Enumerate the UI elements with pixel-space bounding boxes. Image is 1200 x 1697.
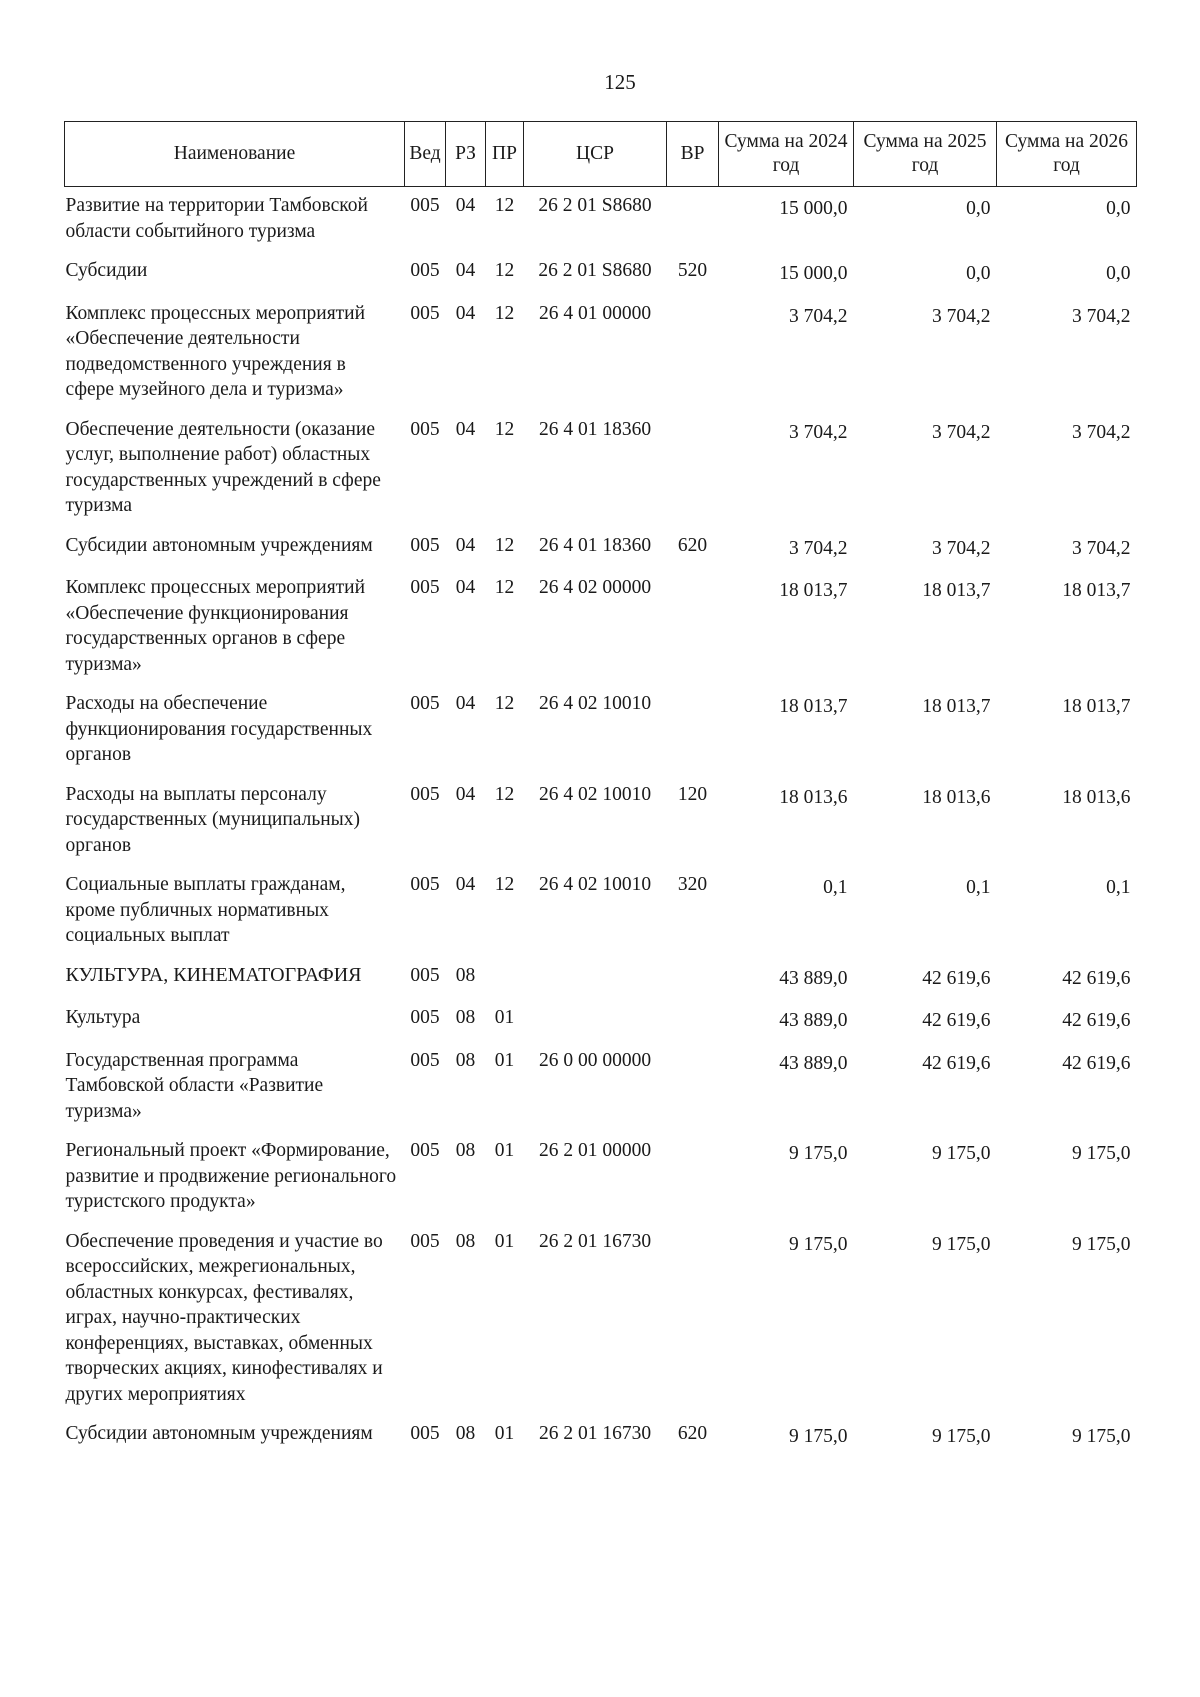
row-pr: 12	[494, 534, 515, 556]
row-sum-2024: 3 704,2	[789, 537, 848, 559]
row-rz: 04	[455, 195, 476, 216]
row-pr: 12	[494, 302, 515, 324]
table-body	[65, 187, 1137, 1458]
row-ved: 005	[410, 783, 440, 805]
row-csr: 26 2 01 00000	[538, 1140, 652, 1161]
row-ved: 005	[410, 874, 440, 895]
row-pr: 01	[494, 1049, 515, 1071]
row-vr	[667, 1223, 719, 1416]
row-pr: 12	[494, 260, 515, 281]
row-sum-2025: 0,1	[966, 877, 991, 898]
row-vr: 620	[677, 1423, 708, 1444]
row-sum-2024: 18 013,7	[779, 696, 848, 717]
header-csr: ЦСР	[524, 122, 667, 187]
budget-table	[64, 121, 1137, 1458]
row-sum-2024: 9 175,0	[789, 1143, 848, 1164]
table-row	[65, 569, 1137, 685]
row-pr: 01	[494, 1007, 515, 1028]
row-csr	[524, 999, 667, 1042]
row-sum-2026: 3 704,2	[1072, 305, 1131, 327]
row-vr	[667, 411, 719, 527]
row-sum-2025: 0,0	[966, 263, 991, 284]
row-sum-2025: 3 704,2	[932, 421, 991, 443]
row-sum-2024: 9 175,0	[789, 1233, 848, 1255]
row-ved: 005	[410, 1140, 440, 1161]
row-pr: 12	[494, 195, 515, 216]
row-name: Государственная программа Тамбовской области «Развитие туризма»	[65, 1049, 324, 1122]
row-sum-2026: 18 013,7	[1062, 580, 1131, 601]
row-rz: 04	[455, 418, 476, 440]
header-sum-2024: Сумма на 2024 год	[719, 122, 854, 187]
row-rz: 04	[455, 783, 476, 805]
row-pr: 12	[494, 783, 515, 805]
row-name: Расходы на выплаты персоналу государственных (муниципальных) органов	[65, 783, 361, 856]
row-sum-2024: 3 704,2	[789, 421, 848, 443]
row-sum-2026: 42 619,6	[1062, 1052, 1131, 1074]
row-ved: 005	[410, 195, 440, 216]
row-pr	[486, 957, 524, 1000]
row-rz: 08	[455, 964, 476, 986]
row-ved: 005	[410, 1230, 440, 1252]
row-csr: 26 4 01 18360	[538, 534, 652, 556]
header-pr: ПР	[486, 122, 524, 187]
row-name: Субсидии автономным учреждениям	[65, 534, 373, 556]
header-sum-2026: Сумма на 2026 год	[997, 122, 1137, 187]
row-sum-2024: 15 000,0	[779, 263, 848, 284]
row-sum-2026: 3 704,2	[1072, 537, 1131, 559]
row-sum-2025: 9 175,0	[932, 1143, 991, 1164]
row-rz: 08	[455, 1140, 476, 1161]
row-ved: 005	[410, 260, 440, 281]
row-pr: 12	[494, 874, 515, 895]
row-sum-2024: 18 013,6	[779, 786, 848, 808]
row-name: Социальные выплаты гражданам, кроме публичных нормативных социальных выплат	[65, 874, 346, 946]
row-csr: 26 0 00 00000	[538, 1049, 652, 1071]
row-ved: 005	[410, 1423, 440, 1444]
row-name: Обеспечение деятельности (оказание услуг, выполнение работ) областных государственных учреждений в сфере туризма	[65, 418, 381, 516]
row-ved: 005	[410, 577, 440, 598]
row-pr: 12	[494, 693, 515, 714]
row-rz: 08	[455, 1423, 476, 1444]
row-sum-2024: 15 000,0	[779, 198, 848, 219]
row-sum-2025: 3 704,2	[932, 537, 991, 559]
row-sum-2026: 3 704,2	[1072, 421, 1131, 443]
row-csr: 26 4 02 00000	[538, 577, 652, 598]
row-sum-2026: 0,0	[1106, 263, 1131, 284]
row-pr: 01	[494, 1140, 515, 1161]
row-rz: 04	[455, 577, 476, 598]
row-csr: 26 4 01 18360	[538, 418, 652, 440]
row-sum-2026: 0,1	[1106, 877, 1131, 898]
row-pr: 01	[494, 1230, 515, 1252]
row-ved: 005	[410, 1049, 440, 1071]
row-pr: 01	[494, 1423, 515, 1444]
table-row	[65, 252, 1137, 295]
table-row	[65, 1132, 1137, 1223]
row-rz: 04	[455, 534, 476, 556]
row-sum-2026: 9 175,0	[1072, 1426, 1131, 1447]
row-csr: 26 4 02 10010	[538, 874, 652, 895]
table-row	[65, 685, 1137, 776]
table-row	[65, 187, 1137, 253]
row-sum-2026: 18 013,6	[1062, 786, 1131, 808]
row-sum-2025: 9 175,0	[932, 1233, 991, 1255]
row-vr	[667, 295, 719, 411]
row-vr: 320	[677, 874, 708, 895]
row-vr	[667, 1042, 719, 1133]
table-row	[65, 527, 1137, 570]
table-row	[65, 1223, 1137, 1416]
row-sum-2024: 43 889,0	[779, 967, 848, 989]
row-rz: 04	[455, 260, 476, 281]
row-vr	[667, 685, 719, 776]
row-csr: 26 2 01 16730	[538, 1230, 652, 1252]
header-name: Наименование	[65, 122, 405, 187]
row-sum-2025: 18 013,7	[922, 696, 991, 717]
row-name: Субсидии автономным учреждениям	[65, 1423, 373, 1444]
row-ved: 005	[410, 964, 440, 986]
row-rz: 04	[455, 693, 476, 714]
row-sum-2024: 43 889,0	[779, 1010, 848, 1031]
table-row	[65, 776, 1137, 867]
row-sum-2025: 18 013,6	[922, 786, 991, 808]
row-rz: 04	[455, 874, 476, 895]
row-vr	[667, 957, 719, 1000]
row-sum-2025: 9 175,0	[932, 1426, 991, 1447]
row-pr: 12	[494, 418, 515, 440]
row-sum-2026: 9 175,0	[1072, 1143, 1131, 1164]
table-row	[65, 295, 1137, 411]
row-rz: 08	[455, 1007, 476, 1028]
row-name: КУЛЬТУРА, КИНЕМАТОГРАФИЯ	[65, 963, 362, 986]
row-vr: 620	[677, 534, 708, 556]
row-vr	[667, 1132, 719, 1223]
row-sum-2025: 0,0	[966, 198, 991, 219]
table-row	[65, 957, 1137, 1000]
row-sum-2025: 42 619,6	[922, 1052, 991, 1074]
row-sum-2025: 3 704,2	[932, 305, 991, 327]
table-row	[65, 1042, 1137, 1133]
row-csr: 26 4 01 00000	[538, 302, 652, 324]
row-name: Комплекс процессных мероприятий «Обеспечение функционирования государственных органов в сфере туризма»	[65, 577, 366, 675]
row-csr: 26 2 01 S8680	[538, 260, 652, 281]
row-csr: 26 2 01 S8680	[538, 195, 652, 216]
row-vr	[667, 187, 719, 253]
row-sum-2026: 42 619,6	[1062, 967, 1131, 989]
row-csr: 26 2 01 16730	[538, 1423, 652, 1444]
header-sum-2025: Сумма на 2025 год	[854, 122, 997, 187]
row-vr	[667, 999, 719, 1042]
row-rz: 08	[455, 1049, 476, 1071]
row-rz: 04	[455, 302, 476, 324]
table-header-row	[65, 122, 1137, 187]
row-sum-2025: 42 619,6	[922, 1010, 991, 1031]
row-vr	[667, 569, 719, 685]
row-ved: 005	[410, 302, 440, 324]
row-sum-2026: 18 013,7	[1062, 696, 1131, 717]
row-sum-2024: 43 889,0	[779, 1052, 848, 1074]
row-name: Обеспечение проведения и участие во всероссийских, межрегиональных, областных конкурсах, фестивалях, играх, научно-практических конференциях, выставках, обменных творческих акциях, кинофестивалях и других мероприятиях	[65, 1230, 383, 1405]
row-sum-2025: 42 619,6	[922, 967, 991, 989]
row-sum-2024: 0,1	[823, 877, 848, 898]
row-csr: 26 4 02 10010	[538, 693, 652, 714]
table-row	[65, 411, 1137, 527]
row-sum-2024: 9 175,0	[789, 1426, 848, 1447]
row-rz: 08	[455, 1230, 476, 1252]
row-ved: 005	[410, 418, 440, 440]
row-pr: 12	[494, 577, 515, 598]
row-vr: 520	[677, 260, 708, 281]
table-row	[65, 866, 1137, 957]
row-sum-2024: 3 704,2	[789, 305, 848, 327]
table-row	[65, 1415, 1137, 1458]
header-rz: РЗ	[446, 122, 486, 187]
row-sum-2025: 18 013,7	[922, 580, 991, 601]
page-number: 125	[604, 70, 636, 94]
row-name: Расходы на обеспечение функционирования государственных органов	[65, 693, 373, 765]
row-ved: 005	[410, 693, 440, 714]
row-sum-2026: 42 619,6	[1062, 1010, 1131, 1031]
row-sum-2026: 0,0	[1106, 198, 1131, 219]
row-csr: 26 4 02 10010	[538, 783, 652, 805]
row-name: Региональный проект «Формирование, развитие и продвижение регионального туристского продукта»	[65, 1140, 397, 1212]
row-name: Комплекс процессных мероприятий «Обеспечение деятельности подведомственного учреждения в сфере музейного дела и туризма»	[65, 302, 366, 400]
table-row	[65, 999, 1137, 1042]
row-ved: 005	[410, 1007, 440, 1028]
row-sum-2026: 9 175,0	[1072, 1233, 1131, 1255]
header-vr: ВР	[667, 122, 719, 187]
row-sum-2024: 18 013,7	[779, 580, 848, 601]
header-ved: Вед	[405, 122, 446, 187]
row-name: Культура	[65, 1007, 141, 1028]
row-vr: 120	[677, 783, 708, 805]
row-name: Развитие на территории Тамбовской области событийного туризма	[65, 195, 368, 242]
row-csr	[524, 957, 667, 1000]
row-name: Субсидии	[65, 260, 148, 281]
row-ved: 005	[410, 534, 440, 556]
